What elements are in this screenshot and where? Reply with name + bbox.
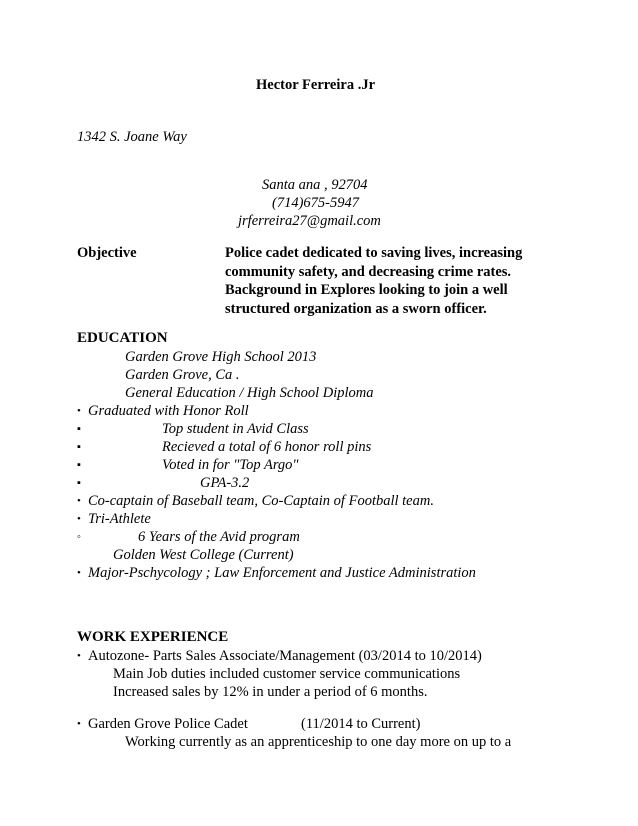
education-bullet: Graduated with Honor Roll bbox=[88, 403, 249, 419]
education-bullet: Co-captain of Baseball team, Co-Captain of Football team. bbox=[88, 493, 434, 509]
objective-label: Objective bbox=[77, 245, 137, 261]
job-duty: Working currently as an apprenticeship to one day more on up to a bbox=[125, 734, 512, 750]
bullet-marker: ▪ bbox=[77, 477, 81, 489]
objective-line: Background in Explores looking to join a well bbox=[225, 282, 508, 298]
objective-line: Police cadet dedicated to saving lives, increasing bbox=[225, 245, 523, 261]
job-duty: Increased sales by 12% in under a period of 6 months. bbox=[113, 684, 428, 700]
bullet-marker: ◦ bbox=[77, 531, 81, 543]
school-name: Garden Grove High School 2013 bbox=[125, 349, 317, 365]
school-location: Garden Grove, Ca . bbox=[125, 367, 240, 383]
education-bullet: Voted in for "Top Argo" bbox=[162, 457, 299, 473]
bullet-marker: • bbox=[77, 718, 81, 730]
objective-line: structured organization as a sworn officer. bbox=[225, 301, 487, 317]
phone-number: (714)675-5947 bbox=[272, 195, 359, 211]
bullet-marker: ▪ bbox=[77, 441, 81, 453]
job-title: Garden Grove Police Cadet bbox=[88, 716, 248, 732]
bullet-marker: • bbox=[77, 495, 81, 507]
bullet-marker: • bbox=[77, 650, 81, 662]
education-bullet: GPA-3.2 bbox=[200, 475, 250, 491]
education-heading: EDUCATION bbox=[77, 330, 168, 346]
resume-name: Hector Ferreira .Jr bbox=[256, 77, 376, 93]
bullet-marker: ▪ bbox=[77, 459, 81, 471]
bullet-marker: • bbox=[77, 405, 81, 417]
work-experience-heading: WORK EXPERIENCE bbox=[77, 629, 229, 645]
education-bullet: Recieved a total of 6 honor roll pins bbox=[162, 439, 372, 455]
education-bullet: Top student in Avid Class bbox=[162, 421, 309, 437]
email-address: jrferreira27@gmail.com bbox=[238, 213, 381, 229]
education-bullet: 6 Years of the Avid program bbox=[138, 529, 300, 545]
job-dates: (11/2014 to Current) bbox=[301, 716, 421, 732]
job-title: Autozone- Parts Sales Associate/Management (03/2014 to 10/2014) bbox=[88, 648, 482, 664]
street-address: 1342 S. Joane Way bbox=[77, 129, 187, 145]
college-name: Golden West College (Current) bbox=[113, 547, 294, 563]
objective-line: community safety, and decreasing crime rates. bbox=[225, 264, 512, 280]
job-duty: Main Job duties included customer service communications bbox=[113, 666, 461, 682]
bullet-marker: • bbox=[77, 513, 81, 525]
diploma: General Education / High School Diploma bbox=[125, 385, 374, 401]
college-major: Major-Pschycology ; Law Enforcement and Justice Administration bbox=[88, 565, 476, 581]
city-zip: Santa ana , 92704 bbox=[262, 177, 368, 193]
bullet-marker: • bbox=[77, 567, 81, 579]
bullet-marker: ▪ bbox=[77, 423, 81, 435]
education-bullet: Tri-Athlete bbox=[88, 511, 151, 527]
